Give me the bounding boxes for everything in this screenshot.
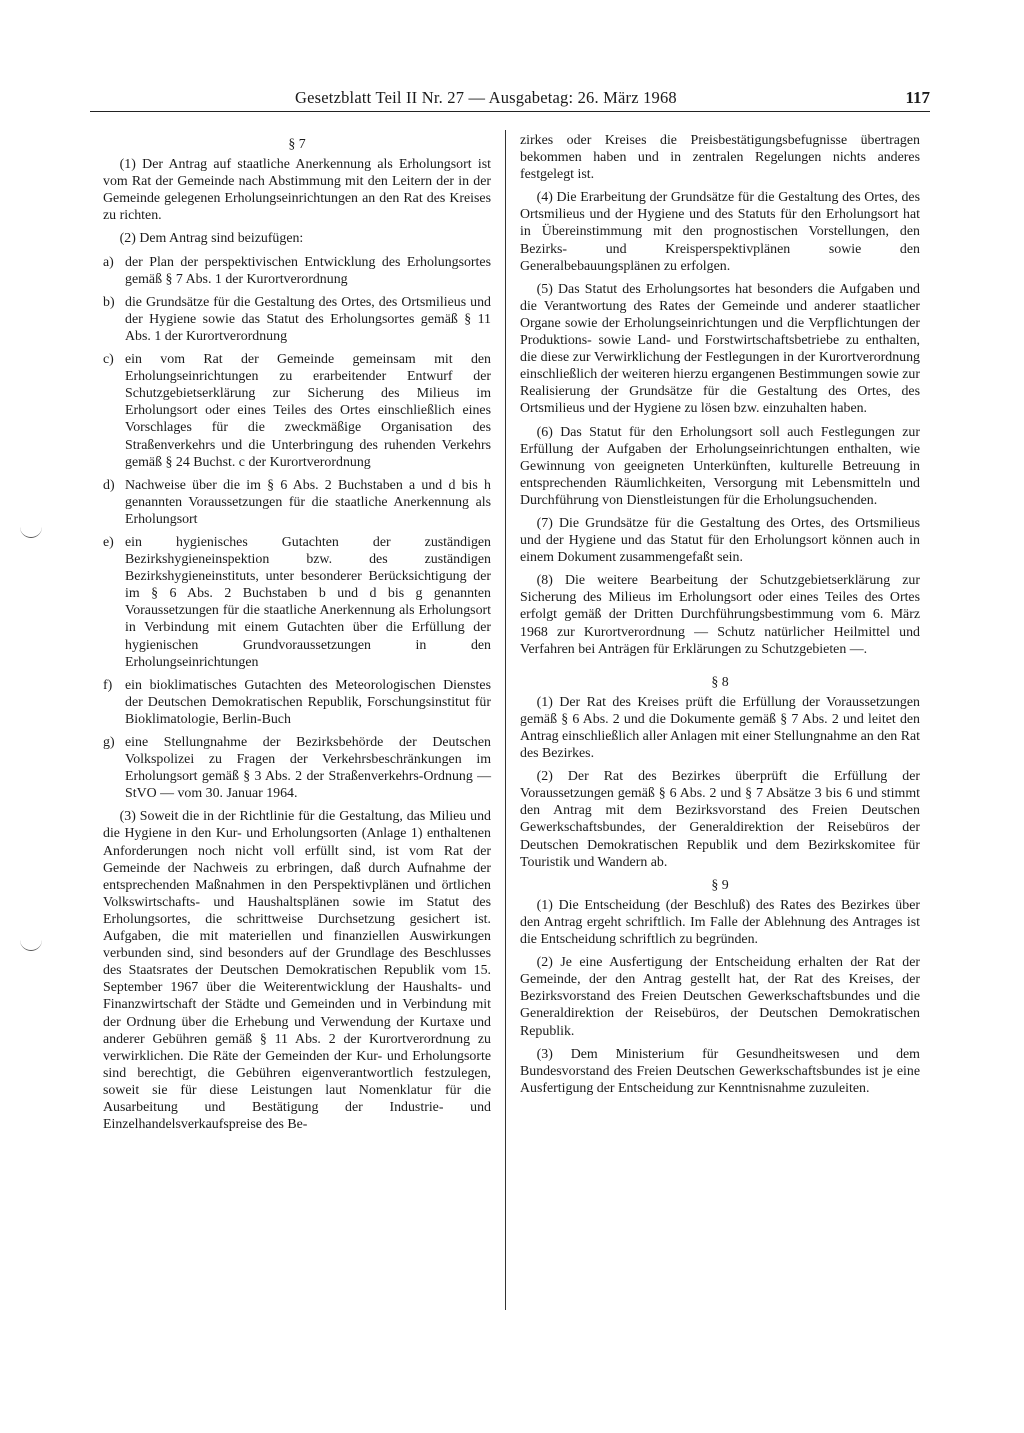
paragraph: (3) Soweit die in der Richtlinie für die Gestaltung, das Milieu und die Hygiene in den Kur- und Erholungsorten (Anlage 1) enthaltenen Anforderungen noch nicht voll erfüllt sind, ist vom Rat der Gemeinde der Nachweis zu erbringen, daß durch Aufnahme der entsprechenden Maßnahmen in den Perspektivplänen und örtlichen Volkswirtschafts- und Haushaltsplänen sowie im Statut des Erholungsortes, die schrittweise Durchsetzung gesichert ist. Aufgaben, die mit materiellen und finanziellen Auswirkungen verbunden sind, sind besonders auf der Grundlage des Beschlusses des Staatsrates der Deutschen Demokratischen Republik vom 15. September 1967 über die Weiterentwicklung der Haushalts- und Finanzwirtschaft der Städte und Gemeinden und in Verbindung mit der Ordnung über die Erhebung und Verwendung der Kurtaxe und anderer Gebühren gemäß § 11 Abs. 2 der Kurortverordnung zu verwirklichen. Die Räte der Gemeinden der Kur- und Erholungsorte sind berechtigt, die Gebühren eigenverantwortlich festzulegen, soweit sie für diese Leistungen laut Nomenklatur für die Ausarbeitung und Bestätigung der Industrie- und Einzelhandelsverkaufspreise des Be- (103, 809, 491, 1133)
list-item-text: ein vom Rat der Gemeinde gemeinsam mit den Erholungseinrichtungen zu erarbeitender Entwurf der Schutzgebietserklärung zur Sicherung des Milieus im Erholungsort oder eines Teiles des Ortes einschließlich eines Vorschlages für die zweckmäßige Organisation des Straßenverkehrs und die Unterbringung des ruhenden Verkehrs gemäß § 24 Buchst. c der Kurortverordnung (125, 352, 491, 470)
paragraph: (6) Das Statut für den Erholungsort soll auch Festlegungen zur Erfüllung der Aufgaben der Erholungseinrichtungen enthalten, wie Gewinnung von geeigneten Unterkünften, kulturelle Betreuung in entsprechenden Räumlichkeiten, Versorgung mit Lebensmitteln und Durchführung von Dienstleistungen für die Erholungsuchenden. (520, 424, 920, 508)
margin-mark (20, 527, 42, 538)
section-heading-9: § 9 (711, 877, 729, 893)
paragraph: (2) Dem Antrag sind beizufügen: (119, 231, 304, 247)
margin-mark (20, 940, 42, 951)
list-item-label: d) (103, 477, 115, 493)
right-column (520, 132, 920, 1103)
list-item-label: c) (103, 352, 114, 368)
header-title: Gesetzblatt Teil II Nr. 27 — Ausgabetag: 26. März 1968 (295, 88, 677, 107)
list-item-label: f) (103, 677, 113, 693)
list-item (103, 477, 491, 528)
list-item-text: der Plan der perspektivischen Entwicklung des Erholungsortes gemäß § 7 Abs. 1 der Kurortverordnung (125, 254, 491, 287)
list-item-text: ein hygienisches Gutachten der zuständigen Bezirkshygieneinspektion bzw. des zuständigen Bezirkshygieneinstituts, unter besonderer Berücksichtigung der im § 6 Abs. 2 Buchstaben b und d bis g genannten Voraussetzungen für die staatliche Anerkennung als Erholungsort in Verbindung mit einem Gutachten über die Erfüllung der hygienischen Grundvoraussetzungen in den Erholungseinrichtungen (125, 534, 491, 670)
list-item-label: g) (103, 735, 115, 750)
section-heading-8: § 8 (711, 674, 729, 690)
list-item (103, 734, 491, 802)
list-item (103, 351, 491, 471)
list-item (103, 677, 491, 728)
list-item-text: ein bioklimatisches Gutachten des Meteorologischen Dienstes der Deutschen Demokratischen Republik, Forschungsinstitut für Bioklimatologie, Berlin-Buch (125, 677, 491, 727)
section-heading-7: § 7 (288, 137, 306, 152)
list-item-label: b) (103, 294, 115, 310)
list-item-label: e) (103, 534, 114, 550)
list-item-text: Nachweise über die im § 6 Abs. 2 Buchstaben a und d bis h genannten Voraussetzungen für die staatliche Anerkennung als Erholungsort (125, 477, 491, 527)
page-header (90, 88, 930, 110)
paragraph: (1) Der Antrag auf staatliche Anerkennung als Erholungsort ist vom Rat der Gemeinde nach Abstimmung mit den Leitern der in der Gemeinde gelegenen Erholungseinrichtungen an den Rat des Kreises zu richten. (103, 157, 491, 224)
paragraph: zirkes oder Kreises die Preisbestätigungsbefugnisse übertragen bekommen haben und in zentralen Regelungen nichts anderes festgelegt ist. (520, 133, 920, 183)
list-item (103, 534, 491, 671)
paragraph: (5) Das Statut des Erholungsortes hat besonders die Aufgaben und die Verantwortung des Rates der Gemeinde und anderer staatlicher Organe sowie der Erholungseinrichtungen und die Verpflichtungen der Produktions- sowie Land- und Forstwirtschaftsbetriebe zu enthalten, die diese zur Verwirklichung der Festlegungen in der Kurortverordnung einschließlich der weiteren hierzu ergangenen Bestimmungen sowie zur Realisierung der Grundsätze für die Gestaltung des Ortes, des Ortsmilieus und der Hygiene zu lösen bzw. einzuhalten haben. (520, 281, 920, 417)
left-column (103, 132, 491, 1139)
list-item-text: eine Stellungnahme der Bezirksbehörde der Deutschen Volkspolizei zu Fragen der Verkehrsbeschränkungen im Erholungsort gemäß § 3 Abs. 2 der Straßenverkehrs-Ordnung — StVO — vom 30. Januar 1964. (125, 735, 491, 802)
list-item-text: die Grundsätze für die Gestaltung des Ortes, des Ortsmilieus und der Hygiene sowie das Statut des Erholungsortes gemäß § 11 Abs. 1 der Kurortverordnung (125, 294, 491, 344)
paragraph: (2) Der Rat des Bezirkes überprüft die Erfüllung der Voraussetzungen gemäß § 6 Abs. 2 und § 7 Absätze 3 bis 6 und stimmt den Antrag mit dem Bezirksvorstand des Freien Deutschen Gewerkschaftsbundes, der Generaldirektion der Reisebüros der Deutschen Demokratischen Republik und dem Bezirkskomitee für Touristik und Wandern ab. (520, 769, 920, 870)
paragraph: (3) Dem Ministerium für Gesundheitswesen und dem Bundesvorstand des Freien Deutschen Gewerkschaftsbundes ist je eine Ausfertigung der Entscheidung zur Kenntnisnahme zuzuleiten. (520, 1046, 920, 1096)
list-item (103, 254, 491, 288)
list-item (103, 294, 491, 345)
paragraph: (8) Die weitere Bearbeitung der Schutzgebietserklärung zur Sicherung des Milieus im Erholungsort oder eines Teiles des Ortes erfolgt gemäß der Dritten Durchführungsbestimmung vom 6. März 1968 zur Kurortverordnung — Schutz natürlicher Heilmittel und Verfahren bei Anträgen für Erklärungen zu Schutzgebieten —. (520, 573, 920, 657)
paragraph: (2) Je eine Ausfertigung der Entscheidung erhalten der Rat der Gemeinde, der den Antrag gestellt hat, der Rat des Kreises, der Bezirksvorstand des Freien Deutschen Gewerkschaftsbundes und die Generaldirektion der Reisebüros, der Deutschen Demokratischen Republik. (520, 955, 920, 1039)
list-item-label: a) (103, 254, 114, 270)
page-number: 117 (905, 88, 930, 107)
paragraph: (1) Die Entscheidung (der Beschluß) des Rates des Bezirkes über den Antrag ergeht schriftlich. Im Falle der Ablehnung des Antrages ist die Entscheidung schriftlich zu begründen. (520, 897, 920, 948)
paragraph: (7) Die Grundsätze für die Gestaltung des Ortes, des Ortsmilieus und der Hygiene und das Statut für den Erholungsort können auch in einem Dokument zusammengefaßt sein. (520, 515, 920, 566)
paragraph: (4) Die Erarbeitung der Grundsätze für die Gestaltung des Ortes, des Ortsmilieus und der Hygiene und des Statuts für den Erholungsort hat in Übereinstimmung mit den prognostischen Vorstellungen, den Bezirks- und Kreisperspektivplänen sowie den Generalbebauungsplänen zu erfolgen. (520, 190, 920, 274)
header-rule (90, 111, 930, 112)
column-divider (505, 130, 506, 1310)
paragraph: (1) Der Rat des Kreises prüft die Erfüllung der Voraussetzungen gemäß § 6 Abs. 2 und die Dokumente gemäß § 7 Abs. 2 und leitet den Antrag einschließlich aller Anlagen mit einer Stellungnahme an den Rat des Bezirkes. (520, 694, 921, 762)
